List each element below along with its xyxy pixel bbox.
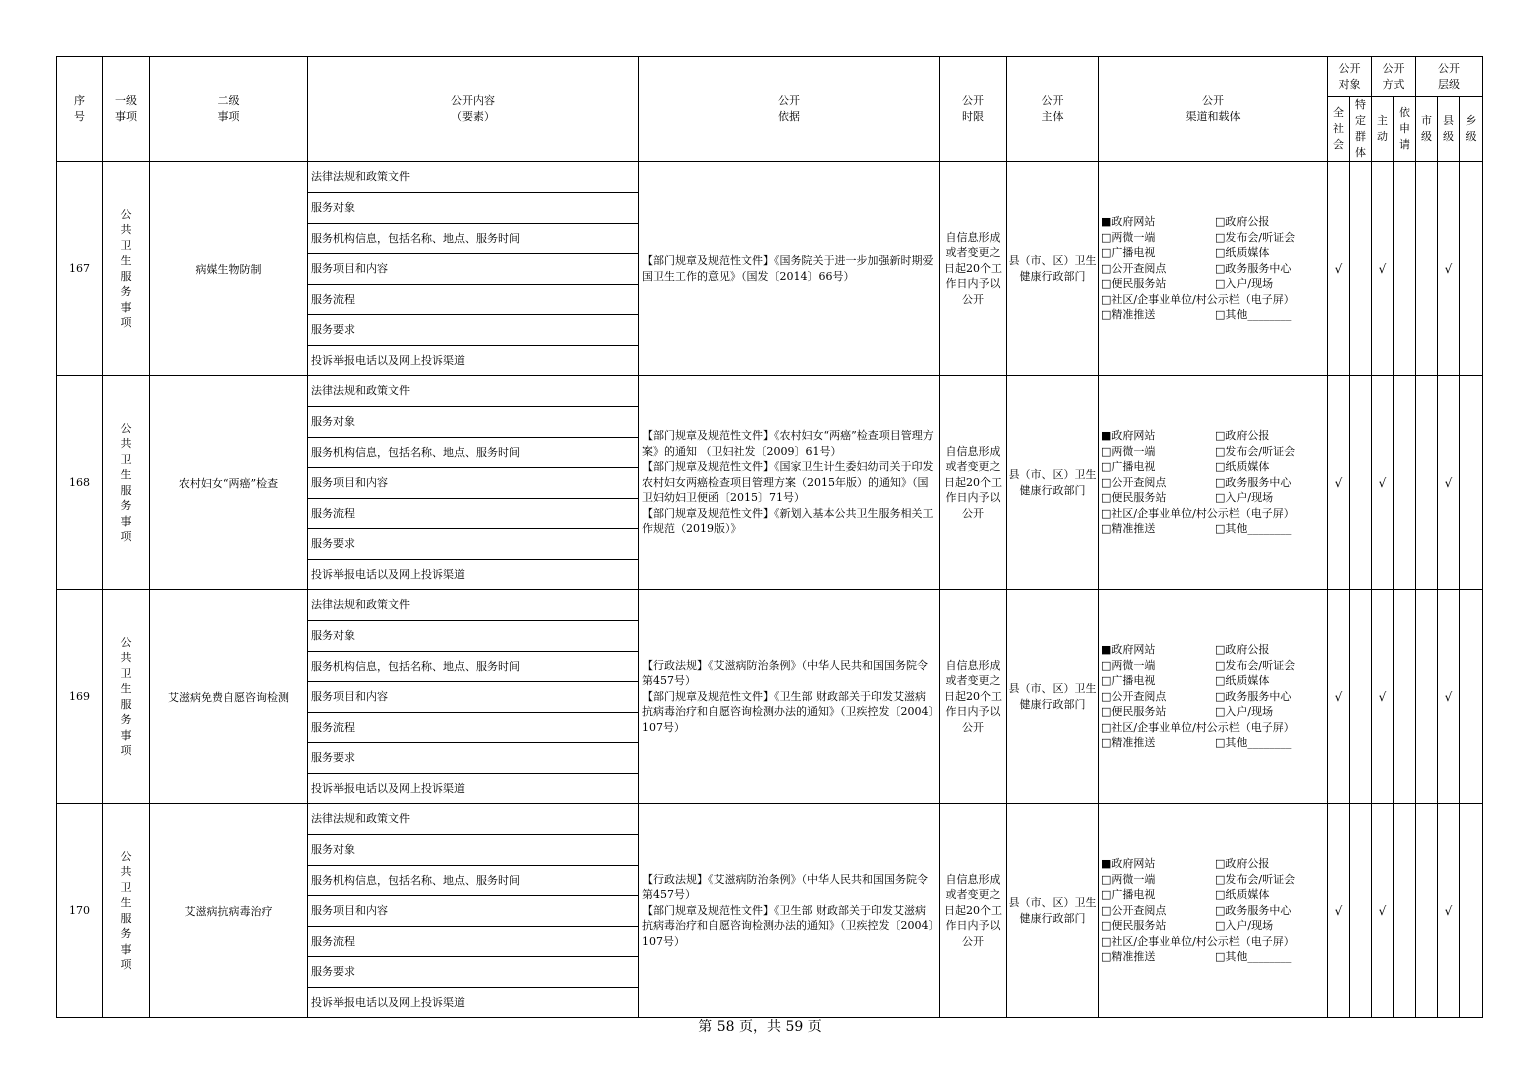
level-city-mark <box>1416 590 1438 804</box>
content-element: 法律法规和政策文件 <box>308 162 639 193</box>
level-town-mark <box>1460 162 1483 376</box>
channel-option: □政府公报 <box>1215 857 1270 871</box>
header-deadline: 公开时限 <box>940 57 1007 162</box>
channel-option: □其他________ <box>1215 736 1292 750</box>
method-active-mark: √ <box>1372 162 1394 376</box>
header-level-group: 公开层级 <box>1416 57 1483 97</box>
channel-option: □入户/现场 <box>1215 277 1274 291</box>
content-element: 服务机构信息，包括名称、地点、服务时间 <box>308 866 639 896</box>
content-element: 服务流程 <box>308 713 639 743</box>
channel-option-community: □社区/企事业单位/村公示栏（电子屏） <box>1101 506 1295 520</box>
seq-cell: 170 <box>57 804 103 1018</box>
channel-row <box>1101 887 1325 903</box>
channel-option: □两微一端 <box>1101 230 1156 244</box>
channel-option: □便民服务站 <box>1101 919 1167 933</box>
channel-option: □便民服务站 <box>1101 277 1167 291</box>
channel-row <box>1101 735 1325 751</box>
page-footer: 第 58 页，共 59 页 <box>698 1019 822 1035</box>
channel-row <box>1101 230 1325 246</box>
basis-cell <box>639 590 940 804</box>
channel-cell <box>1099 590 1328 804</box>
channel-row <box>1101 642 1325 658</box>
seq-cell: 168 <box>57 376 103 590</box>
channel-option: □纸质媒体 <box>1215 460 1270 474</box>
deadline-cell: 自信息形成或者变更之日起20个工作日内予以公开 <box>940 590 1007 804</box>
header-channel: 公开 渠道和载体 <box>1099 57 1328 162</box>
subject-cell: 县（市、区）卫生健康行政部门 <box>1007 804 1099 1018</box>
content-element: 服务对象 <box>308 407 639 438</box>
target-specific-mark <box>1350 162 1372 376</box>
channel-option: □发布会/听证会 <box>1215 872 1296 886</box>
channel-row <box>1101 428 1325 444</box>
header-seq: 序号 <box>57 57 103 162</box>
seq-cell: 169 <box>57 590 103 804</box>
channel-option: □发布会/听证会 <box>1215 444 1296 458</box>
method-active-mark: √ <box>1372 804 1394 1018</box>
level2-cell: 农村妇女“两癌”检查 <box>150 376 308 590</box>
method-active-mark: √ <box>1372 376 1394 590</box>
channel-row <box>1101 490 1325 506</box>
content-element: 服务流程 <box>308 285 639 315</box>
basis-cell <box>639 376 940 590</box>
channel-option: □其他________ <box>1215 522 1292 536</box>
content-element: 服务对象 <box>308 835 639 866</box>
channel-option: □精准推送 <box>1101 308 1156 322</box>
channel-row <box>1101 949 1325 965</box>
method-apply-mark <box>1394 376 1416 590</box>
channel-option: □发布会/听证会 <box>1215 230 1296 244</box>
channel-row <box>1101 276 1325 292</box>
level-town-mark <box>1460 804 1483 1018</box>
level1-cell: 公共卫生服务事项 <box>103 376 150 590</box>
channel-option: □广播电视 <box>1101 674 1156 688</box>
channel-row <box>1101 444 1325 460</box>
channel-option: □公开查阅点 <box>1101 261 1167 275</box>
level-town-mark <box>1460 376 1483 590</box>
channel-option: □政务服务中心 <box>1215 903 1292 917</box>
basis-cell <box>639 804 940 1018</box>
header-level-county: 县级 <box>1438 97 1460 162</box>
content-element: 服务项目和内容 <box>308 682 639 713</box>
target-specific-mark <box>1350 804 1372 1018</box>
content-element: 服务对象 <box>308 621 639 652</box>
channel-option: □政府公报 <box>1215 643 1270 657</box>
content-element: 服务要求 <box>308 315 639 346</box>
content-element: 投诉举报电话以及网上投诉渠道 <box>308 988 639 1018</box>
content-element: 服务机构信息，包括名称、地点、服务时间 <box>308 224 639 254</box>
content-element: 投诉举报电话以及网上投诉渠道 <box>308 774 639 804</box>
target-all-mark: √ <box>1328 590 1350 804</box>
channel-row <box>1101 261 1325 277</box>
content-element: 服务要求 <box>308 743 639 774</box>
content-element: 服务流程 <box>308 927 639 957</box>
seq-cell: 167 <box>57 162 103 376</box>
level-county-mark: √ <box>1438 590 1460 804</box>
header-subject: 公开主体 <box>1007 57 1099 162</box>
basis-text: 【行政法规】《艾滋病防治条例》（中华人民共和国国务院令第457号） 【部门规章及规范性文件】《卫生部 财政部关于印发艾滋病抗病毒治疗和自愿咨询检测办法的通知》（卫疾控发〔2004〕107号） <box>642 872 934 948</box>
subject-cell: 县（市、区）卫生健康行政部门 <box>1007 590 1099 804</box>
channel-row <box>1101 689 1325 705</box>
level-city-mark <box>1416 162 1438 376</box>
content-element: 投诉举报电话以及网上投诉渠道 <box>308 346 639 376</box>
channel-option: □入户/现场 <box>1215 705 1274 719</box>
content-element: 法律法规和政策文件 <box>308 804 639 835</box>
content-element: 服务机构信息，包括名称、地点、服务时间 <box>308 438 639 468</box>
channel-cell <box>1099 376 1328 590</box>
channel-option: □纸质媒体 <box>1215 674 1270 688</box>
subject-cell: 县（市、区）卫生健康行政部门 <box>1007 376 1099 590</box>
content-element: 服务对象 <box>308 193 639 224</box>
basis-text: 【部门规章及规范性文件】《农村妇女“两癌”检查项目管理方案》的通知 （卫妇社发〔2009〕61号） 【部门规章及规范性文件】《国家卫生计生委妇幼司关于印发农村妇女两癌检查项目管理方案（2015年版）的通知》（国卫妇幼妇卫便函〔2015〕71号） 【部门规章及规范性文件】《新划入基本公共卫生服务相关工作规范（2019版）》 <box>642 429 934 536</box>
content-element: 服务项目和内容 <box>308 896 639 927</box>
target-all-mark: √ <box>1328 376 1350 590</box>
level-county-mark: √ <box>1438 804 1460 1018</box>
channel-row <box>1101 673 1325 689</box>
target-all-mark: √ <box>1328 804 1350 1018</box>
level-county-mark: √ <box>1438 376 1460 590</box>
content-element: 服务要求 <box>308 529 639 560</box>
channel-row <box>1101 459 1325 475</box>
target-specific-mark <box>1350 376 1372 590</box>
channel-option: ■政府网站 <box>1101 643 1156 657</box>
channel-option: □政府公报 <box>1215 429 1270 443</box>
channel-option: □发布会/听证会 <box>1215 658 1296 672</box>
channel-option: □其他________ <box>1215 308 1292 322</box>
channel-option: □两微一端 <box>1101 658 1156 672</box>
target-specific-mark <box>1350 590 1372 804</box>
channel-option-community: □社区/企事业单位/村公示栏（电子屏） <box>1101 934 1295 948</box>
channel-row <box>1101 704 1325 720</box>
channel-row <box>1101 214 1325 230</box>
basis-cell <box>639 162 940 376</box>
channel-option-community: □社区/企事业单位/村公示栏（电子屏） <box>1101 720 1295 734</box>
level-town-mark <box>1460 590 1483 804</box>
header-method-active: 主动 <box>1372 97 1394 162</box>
level-city-mark <box>1416 804 1438 1018</box>
content-element: 服务项目和内容 <box>308 468 639 499</box>
channel-option: □精准推送 <box>1101 736 1156 750</box>
content-element: 服务机构信息，包括名称、地点、服务时间 <box>308 652 639 682</box>
channel-option: ■政府网站 <box>1101 429 1156 443</box>
channel-option: □政府公报 <box>1215 215 1270 229</box>
header-target-all: 全社会 <box>1328 97 1350 162</box>
header-level-town: 乡级 <box>1460 97 1483 162</box>
header-method-group: 公开方式 <box>1372 57 1416 97</box>
channel-option: □公开查阅点 <box>1101 475 1167 489</box>
content-element: 服务要求 <box>308 957 639 988</box>
channel-row <box>1101 521 1325 537</box>
channel-option: □其他________ <box>1215 950 1292 964</box>
header-method-apply: 依申请 <box>1394 97 1416 162</box>
channel-option-community: □社区/企事业单位/村公示栏（电子屏） <box>1101 292 1295 306</box>
channel-option: □精准推送 <box>1101 522 1156 536</box>
channel-option: □政务服务中心 <box>1215 689 1292 703</box>
target-all-mark: √ <box>1328 162 1350 376</box>
channel-option: □便民服务站 <box>1101 705 1167 719</box>
header-level-city: 市级 <box>1416 97 1438 162</box>
channel-option: □公开查阅点 <box>1101 903 1167 917</box>
header-content: 公开内容 （要素） <box>308 57 639 162</box>
channel-row <box>1101 918 1325 934</box>
channel-option: □广播电视 <box>1101 460 1156 474</box>
channel-option: □政务服务中心 <box>1215 261 1292 275</box>
basis-text: 【行政法规】《艾滋病防治条例》（中华人民共和国国务院令第457号） 【部门规章及规范性文件】《卫生部 财政部关于印发艾滋病抗病毒治疗和自愿咨询检测办法的通知》（卫疾控发〔2004〕107号） <box>642 658 934 734</box>
channel-row <box>1101 903 1325 919</box>
deadline-cell: 自信息形成或者变更之日起20个工作日内予以公开 <box>940 162 1007 376</box>
level1-cell: 公共卫生服务事项 <box>103 162 150 376</box>
level2-cell: 艾滋病抗病毒治疗 <box>150 804 308 1018</box>
content-element: 服务流程 <box>308 499 639 529</box>
header-basis: 公开依据 <box>639 57 940 162</box>
deadline-cell: 自信息形成或者变更之日起20个工作日内予以公开 <box>940 804 1007 1018</box>
header-target-specific: 特定群体 <box>1350 97 1372 162</box>
content-element: 投诉举报电话以及网上投诉渠道 <box>308 560 639 590</box>
header-target-group: 公开对象 <box>1328 57 1372 97</box>
channel-row <box>1101 475 1325 491</box>
table-body <box>57 162 1483 1018</box>
channel-row <box>1101 856 1325 872</box>
basis-text: 【部门规章及规范性文件】《国务院关于进一步加强新时期爱国卫生工作的意见》（国发〔2014〕66号） <box>642 254 934 283</box>
header-level1: 一级事项 <box>103 57 150 162</box>
content-element: 服务项目和内容 <box>308 254 639 285</box>
method-apply-mark <box>1394 162 1416 376</box>
method-apply-mark <box>1394 590 1416 804</box>
channel-cell <box>1099 162 1328 376</box>
channel-option: □入户/现场 <box>1215 919 1274 933</box>
channel-option: □精准推送 <box>1101 950 1156 964</box>
header-level2: 二级事项 <box>150 57 308 162</box>
channel-option: □纸质媒体 <box>1215 888 1270 902</box>
disclosure-table <box>56 56 1483 1018</box>
channel-option: □两微一端 <box>1101 444 1156 458</box>
channel-option: □入户/现场 <box>1215 491 1274 505</box>
channel-row <box>1101 307 1325 323</box>
channel-option: □便民服务站 <box>1101 491 1167 505</box>
level2-cell: 病媒生物防制 <box>150 162 308 376</box>
channel-row <box>1101 872 1325 888</box>
channel-row <box>1101 245 1325 261</box>
channel-option: ■政府网站 <box>1101 215 1156 229</box>
level1-cell: 公共卫生服务事项 <box>103 804 150 1018</box>
channel-option: □政务服务中心 <box>1215 475 1292 489</box>
channel-option: □两微一端 <box>1101 872 1156 886</box>
channel-option: □广播电视 <box>1101 888 1156 902</box>
channel-cell <box>1099 804 1328 1018</box>
deadline-cell: 自信息形成或者变更之日起20个工作日内予以公开 <box>940 376 1007 590</box>
level-city-mark <box>1416 376 1438 590</box>
level-county-mark: √ <box>1438 162 1460 376</box>
level2-cell: 艾滋病免费自愿咨询检测 <box>150 590 308 804</box>
channel-option: □纸质媒体 <box>1215 246 1270 260</box>
level1-cell: 公共卫生服务事项 <box>103 590 150 804</box>
channel-option: ■政府网站 <box>1101 857 1156 871</box>
channel-option: □公开查阅点 <box>1101 689 1167 703</box>
method-apply-mark <box>1394 804 1416 1018</box>
subject-cell: 县（市、区）卫生健康行政部门 <box>1007 162 1099 376</box>
channel-row <box>1101 658 1325 674</box>
method-active-mark: √ <box>1372 590 1394 804</box>
channel-option: □广播电视 <box>1101 246 1156 260</box>
content-element: 法律法规和政策文件 <box>308 590 639 621</box>
content-element: 法律法规和政策文件 <box>308 376 639 407</box>
